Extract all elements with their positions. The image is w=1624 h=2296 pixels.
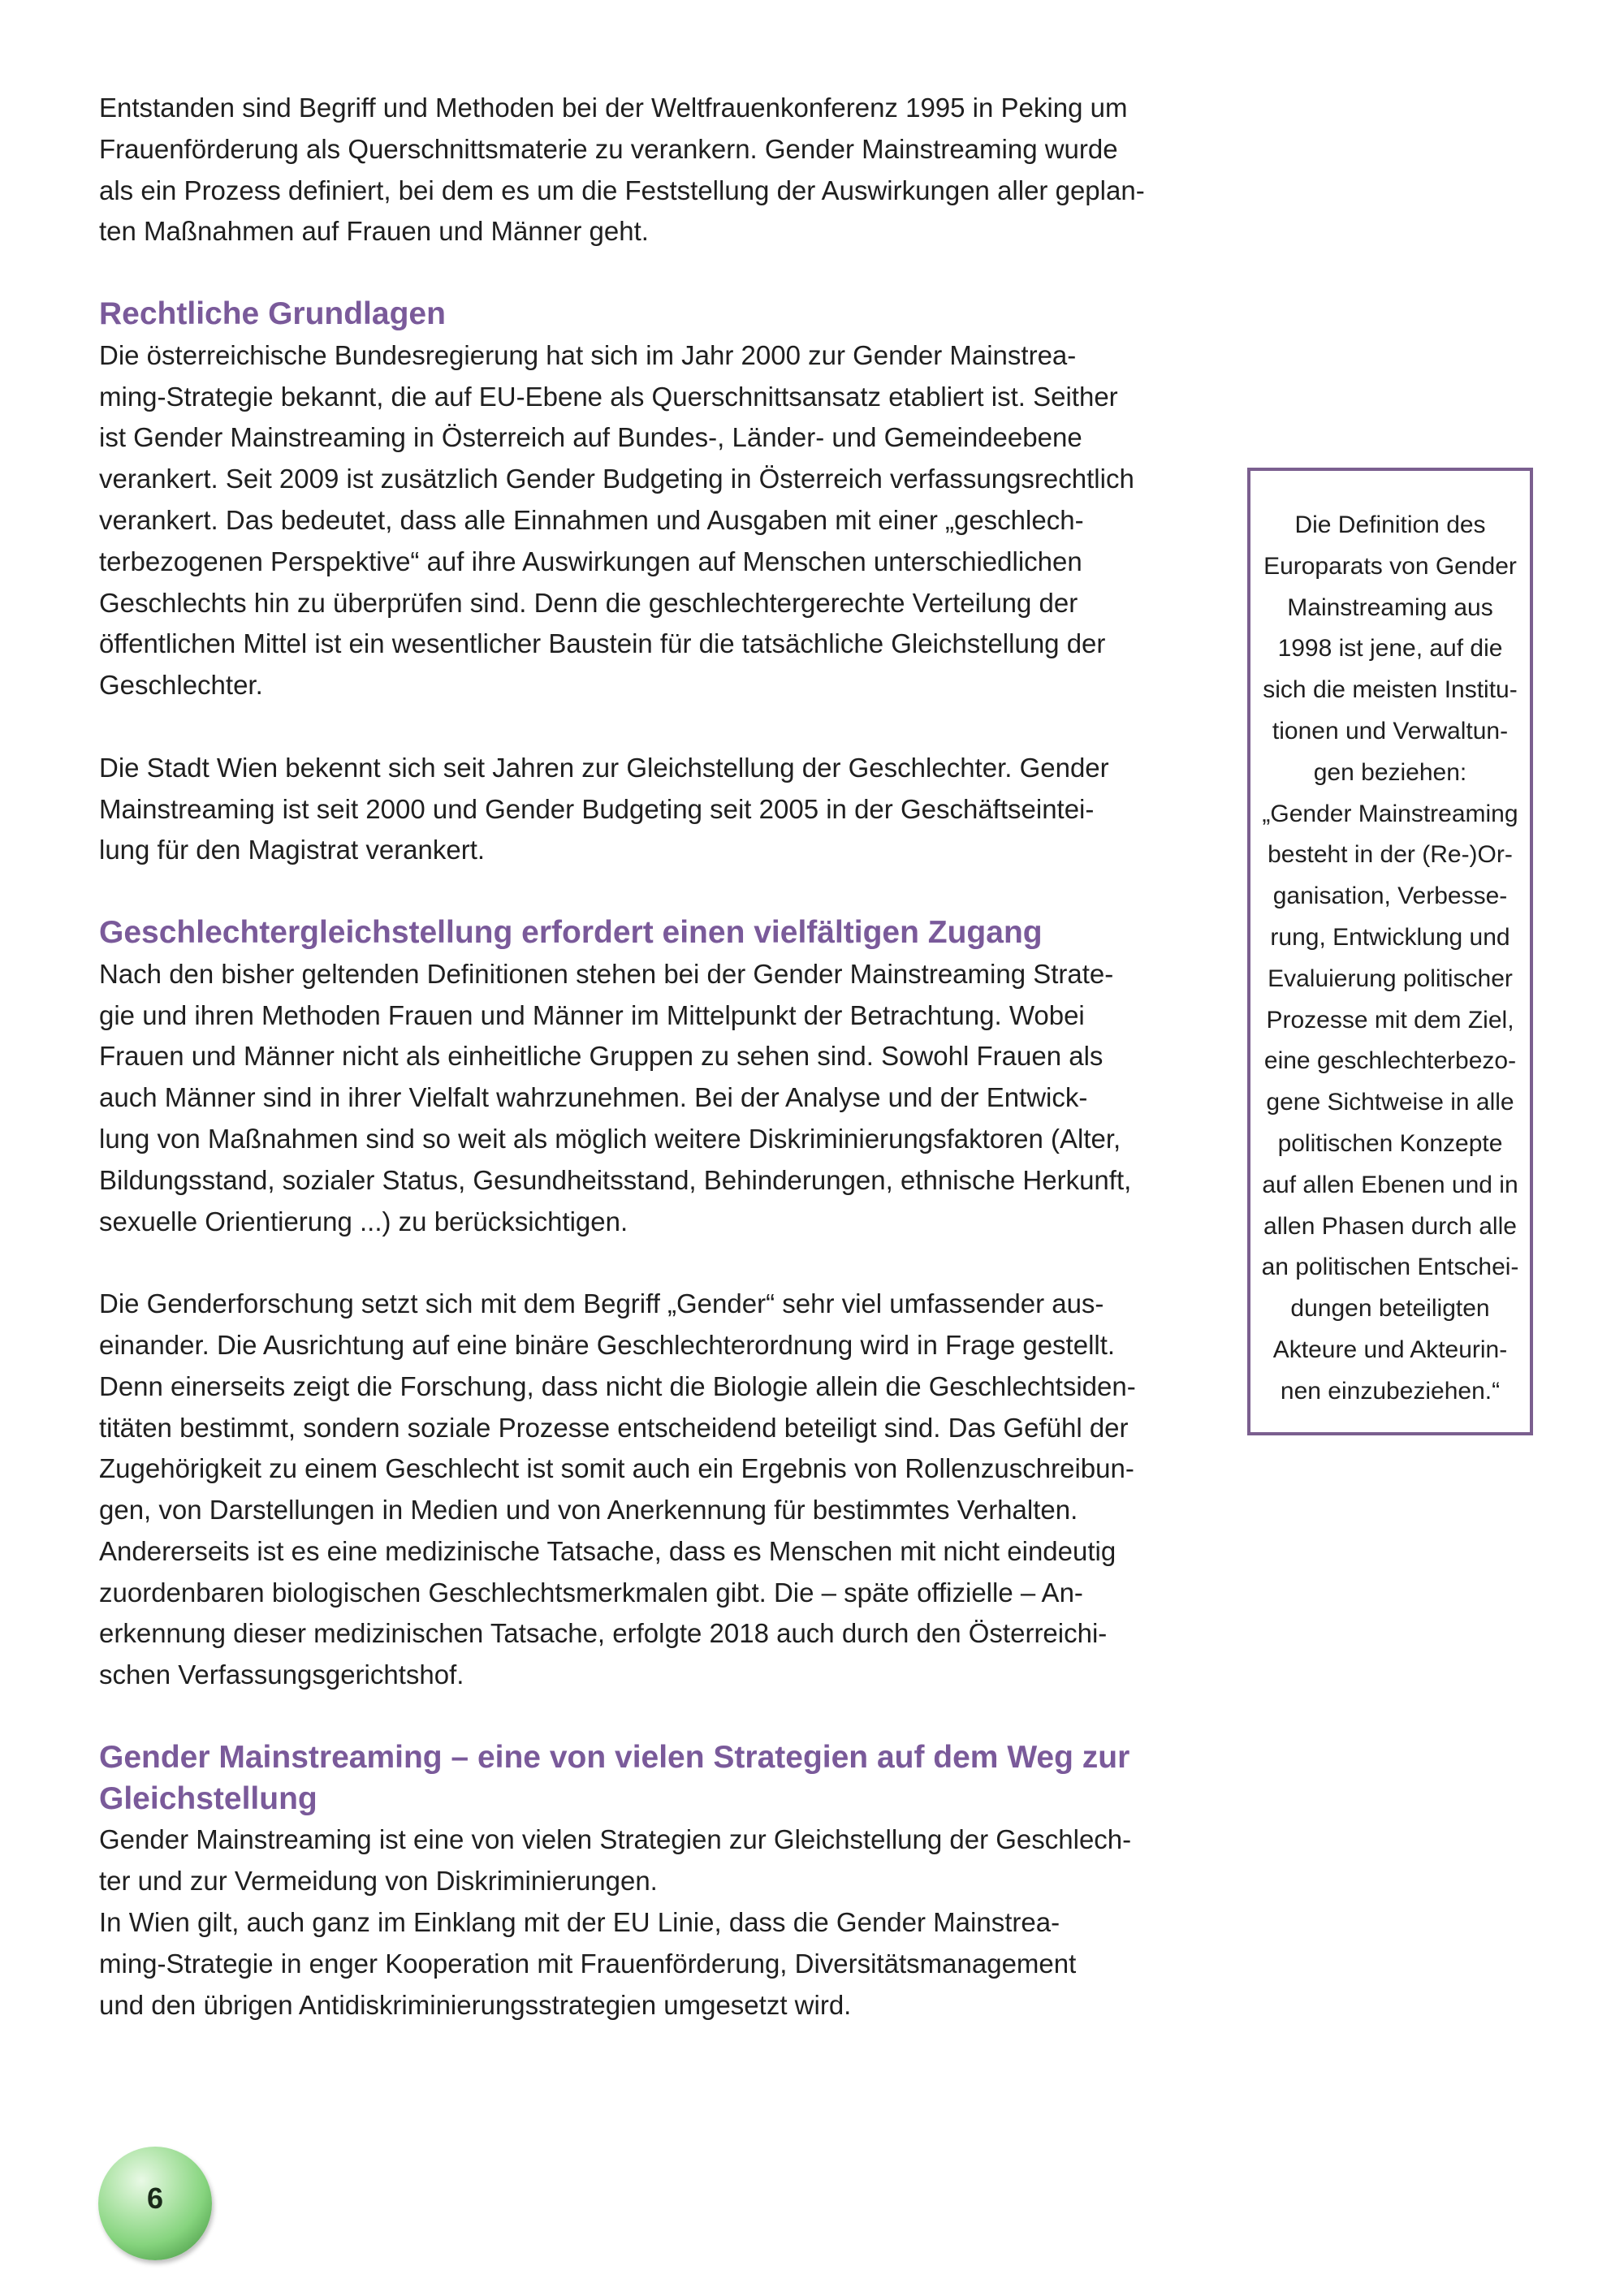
sidebar-line: Evaluierung politischer <box>1268 965 1513 992</box>
spacer <box>99 1242 1203 1284</box>
text-line: gie und ihren Methoden Frauen und Männer im Mittelpunkt der Betrachtung. Wobei <box>99 999 1085 1030</box>
sidebar-line: Europarats von Gender <box>1263 552 1517 580</box>
text-line: ist Gender Mainstreaming in Österreich auf Bundes-, Länder- und Gemeindeebene <box>99 422 1082 453</box>
text-line: verankert. Das bedeutet, dass alle Einnahmen und Ausgaben mit einer „geschlech- <box>99 504 1084 535</box>
text-line: Geschlechts hin zu überprüfen sind. Denn die geschlechtergerechte Verteilung der <box>99 587 1078 618</box>
text-line: Andererseits ist es eine medizinische Tatsache, dass es Menschen mit nicht eindeutig <box>99 1535 1116 1566</box>
heading-rechtliche-grundlagen: Rechtliche Grundlagen <box>99 296 446 331</box>
text-line: schen Verfassungsgerichtshof. <box>99 1659 464 1690</box>
sidebar-line: Mainstreaming aus <box>1287 593 1493 621</box>
spacer <box>99 871 1203 913</box>
strategy-paragraph <box>99 1819 1203 2026</box>
text-line: einander. Die Ausrichtung auf eine binäre Geschlechterordnung wird in Frage gestellt. <box>99 1329 1116 1360</box>
text-line: Geschlechter. <box>99 670 263 701</box>
sidebar-line: Die Definition des <box>1294 511 1486 538</box>
text-line: Zugehörigkeit zu einem Geschlecht ist somit auch ein Ergebnis von Rollenzuschreibun- <box>99 1453 1134 1484</box>
text-line: Mainstreaming ist seit 2000 und Gender Budgeting seit 2005 in der Geschäftseintei- <box>99 793 1095 824</box>
intro-paragraph <box>99 88 1203 252</box>
spacer <box>99 1696 1203 1737</box>
text-line: und den übrigen Antidiskriminierungsstrategien umgesetzt wird. <box>99 1989 852 2020</box>
sidebar-line: nen einzubeziehen.“ <box>1280 1377 1501 1405</box>
sidebar-line: rung, Entwicklung und <box>1270 923 1510 951</box>
text-line: erkennung dieser medizinischen Tatsache, erfolgte 2018 auch durch den Österreichi- <box>99 1618 1108 1649</box>
text-line: Entstanden sind Begriff und Methoden bei der Weltfrauenkonferenz 1995 in Peking um <box>99 93 1128 123</box>
text-line: als ein Prozess definiert, bei dem es um die Feststellung der Auswirkungen aller geplan- <box>99 175 1145 205</box>
text-line: Frauen und Männer nicht als einheitliche Gruppen zu sehen sind. Sowohl Frauen als <box>99 1041 1104 1072</box>
text-line: Die österreichische Bundesregierung hat sich im Jahr 2000 zur Gender Mainstrea- <box>99 339 1077 370</box>
text-line: lung von Maßnahmen sind so weit als möglich weitere Diskriminierungsfaktoren (Alter, <box>99 1123 1121 1154</box>
sidebar-line: gene Sichtweise in alle <box>1266 1089 1514 1116</box>
sidebar-line: an politischen Entschei- <box>1261 1254 1519 1281</box>
sidebar-line: Prozesse mit dem Ziel, <box>1266 1006 1514 1034</box>
page-number-badge <box>98 2147 212 2260</box>
sidebar-line: „Gender Mainstreaming <box>1262 800 1518 827</box>
text-line: terbezogenen Perspektive“ auf ihre Auswirkungen auf Menschen unterschiedlichen <box>99 546 1082 576</box>
access-paragraph-2 <box>99 1284 1203 1696</box>
text-line: verankert. Seit 2009 ist zusätzlich Gender Budgeting in Österreich verfassungsrechtlich <box>99 464 1134 494</box>
text-line: Nach den bisher geltenden Definitionen stehen bei der Gender Mainstreaming Strate- <box>99 958 1114 989</box>
text-line: lung für den Magistrat verankert. <box>99 835 486 865</box>
definition-sidebar-box <box>1247 468 1533 1435</box>
spacer <box>99 706 1203 748</box>
text-line: Frauenförderung als Querschnittsmaterie zu verankern. Gender Mainstreaming wurde <box>99 133 1118 164</box>
heading-gender-mainstreaming-line-1: Gender Mainstreaming – eine von vielen Strategien auf dem Weg zur <box>99 1739 1130 1775</box>
legal-paragraph-1 <box>99 335 1203 706</box>
sidebar-line: auf allen Ebenen und in <box>1262 1171 1518 1198</box>
text-line: ming-Strategie bekannt, die auf EU-Ebene als Querschnittsansatz etabliert ist. Seither <box>99 381 1118 412</box>
sidebar-line: ganisation, Verbesse- <box>1272 883 1508 910</box>
text-line: Denn einerseits zeigt die Forschung, dass nicht die Biologie allein die Geschlechtsiden- <box>99 1370 1136 1401</box>
text-line: Gender Mainstreaming ist eine von vielen Strategien zur Gleichstellung der Geschlech- <box>99 1824 1132 1855</box>
text-line: Die Stadt Wien bekennt sich seit Jahren zur Gleichstellung der Geschlechter. Gender <box>99 752 1109 783</box>
text-line: ten Maßnahmen auf Frauen und Männer geht. <box>99 216 649 247</box>
sidebar-line: sich die meisten Institu- <box>1263 676 1518 704</box>
text-line: ming-Strategie in enger Kooperation mit Frauenförderung, Diversitätsmanagement <box>99 1948 1077 1979</box>
text-line: auch Männer sind in ihrer Vielfalt wahrzunehmen. Bei der Analyse und der Entwick- <box>99 1082 1088 1113</box>
sidebar-line: allen Phasen durch alle <box>1263 1212 1517 1240</box>
sidebar-line: eine geschlechterbezo- <box>1263 1047 1517 1075</box>
sidebar-line: gen beziehen: <box>1313 758 1467 786</box>
text-line: Die Genderforschung setzt sich mit dem Begriff „Gender“ sehr viel umfassender aus- <box>99 1288 1104 1319</box>
main-text-column <box>99 88 1203 2026</box>
heading-gender-mainstreaming-line-2: Gleichstellung <box>99 1780 317 1816</box>
text-line: titäten bestimmt, sondern soziale Prozesse entscheidend beteiligt sind. Das Gefühl der <box>99 1412 1129 1443</box>
text-line: ter und zur Vermeidung von Diskriminierungen. <box>99 1866 658 1897</box>
text-line: öffentlichen Mittel ist ein wesentlicher Baustein für die tatsächliche Gleichstellung der <box>99 628 1106 659</box>
text-line: In Wien gilt, auch ganz im Einklang mit der EU Linie, dass die Gender Mainstrea- <box>99 1907 1060 1938</box>
heading-geschlechtergleichstellung: Geschlechtergleichstellung erfordert einen vielfältigen Zugang <box>99 914 1043 950</box>
sidebar-line: dungen beteiligten <box>1290 1295 1490 1323</box>
page-number: 6 <box>146 2182 164 2215</box>
sidebar-line: politischen Konzepte <box>1277 1129 1503 1157</box>
sidebar-line: tionen und Verwaltun- <box>1272 717 1509 744</box>
legal-paragraph-2 <box>99 748 1203 871</box>
sidebar-line: Akteure und Akteurin- <box>1272 1336 1508 1363</box>
sidebar-line: besteht in der (Re-)Or- <box>1268 841 1513 869</box>
text-line: gen, von Darstellungen in Medien und von Anerkennung für bestimmtes Verhalten. <box>99 1495 1078 1526</box>
text-line: Bildungsstand, sozialer Status, Gesundheitsstand, Behinderungen, ethnische Herkunft, <box>99 1164 1132 1195</box>
text-line: sexuelle Orientierung ...) zu berücksichtigen. <box>99 1206 628 1236</box>
access-paragraph-1 <box>99 954 1203 1243</box>
spacer <box>99 252 1203 294</box>
text-line: zuordenbaren biologischen Geschlechtsmerkmalen gibt. Die – späte offizielle – An- <box>99 1577 1083 1608</box>
sidebar-line: 1998 ist jene, auf die <box>1277 635 1503 662</box>
